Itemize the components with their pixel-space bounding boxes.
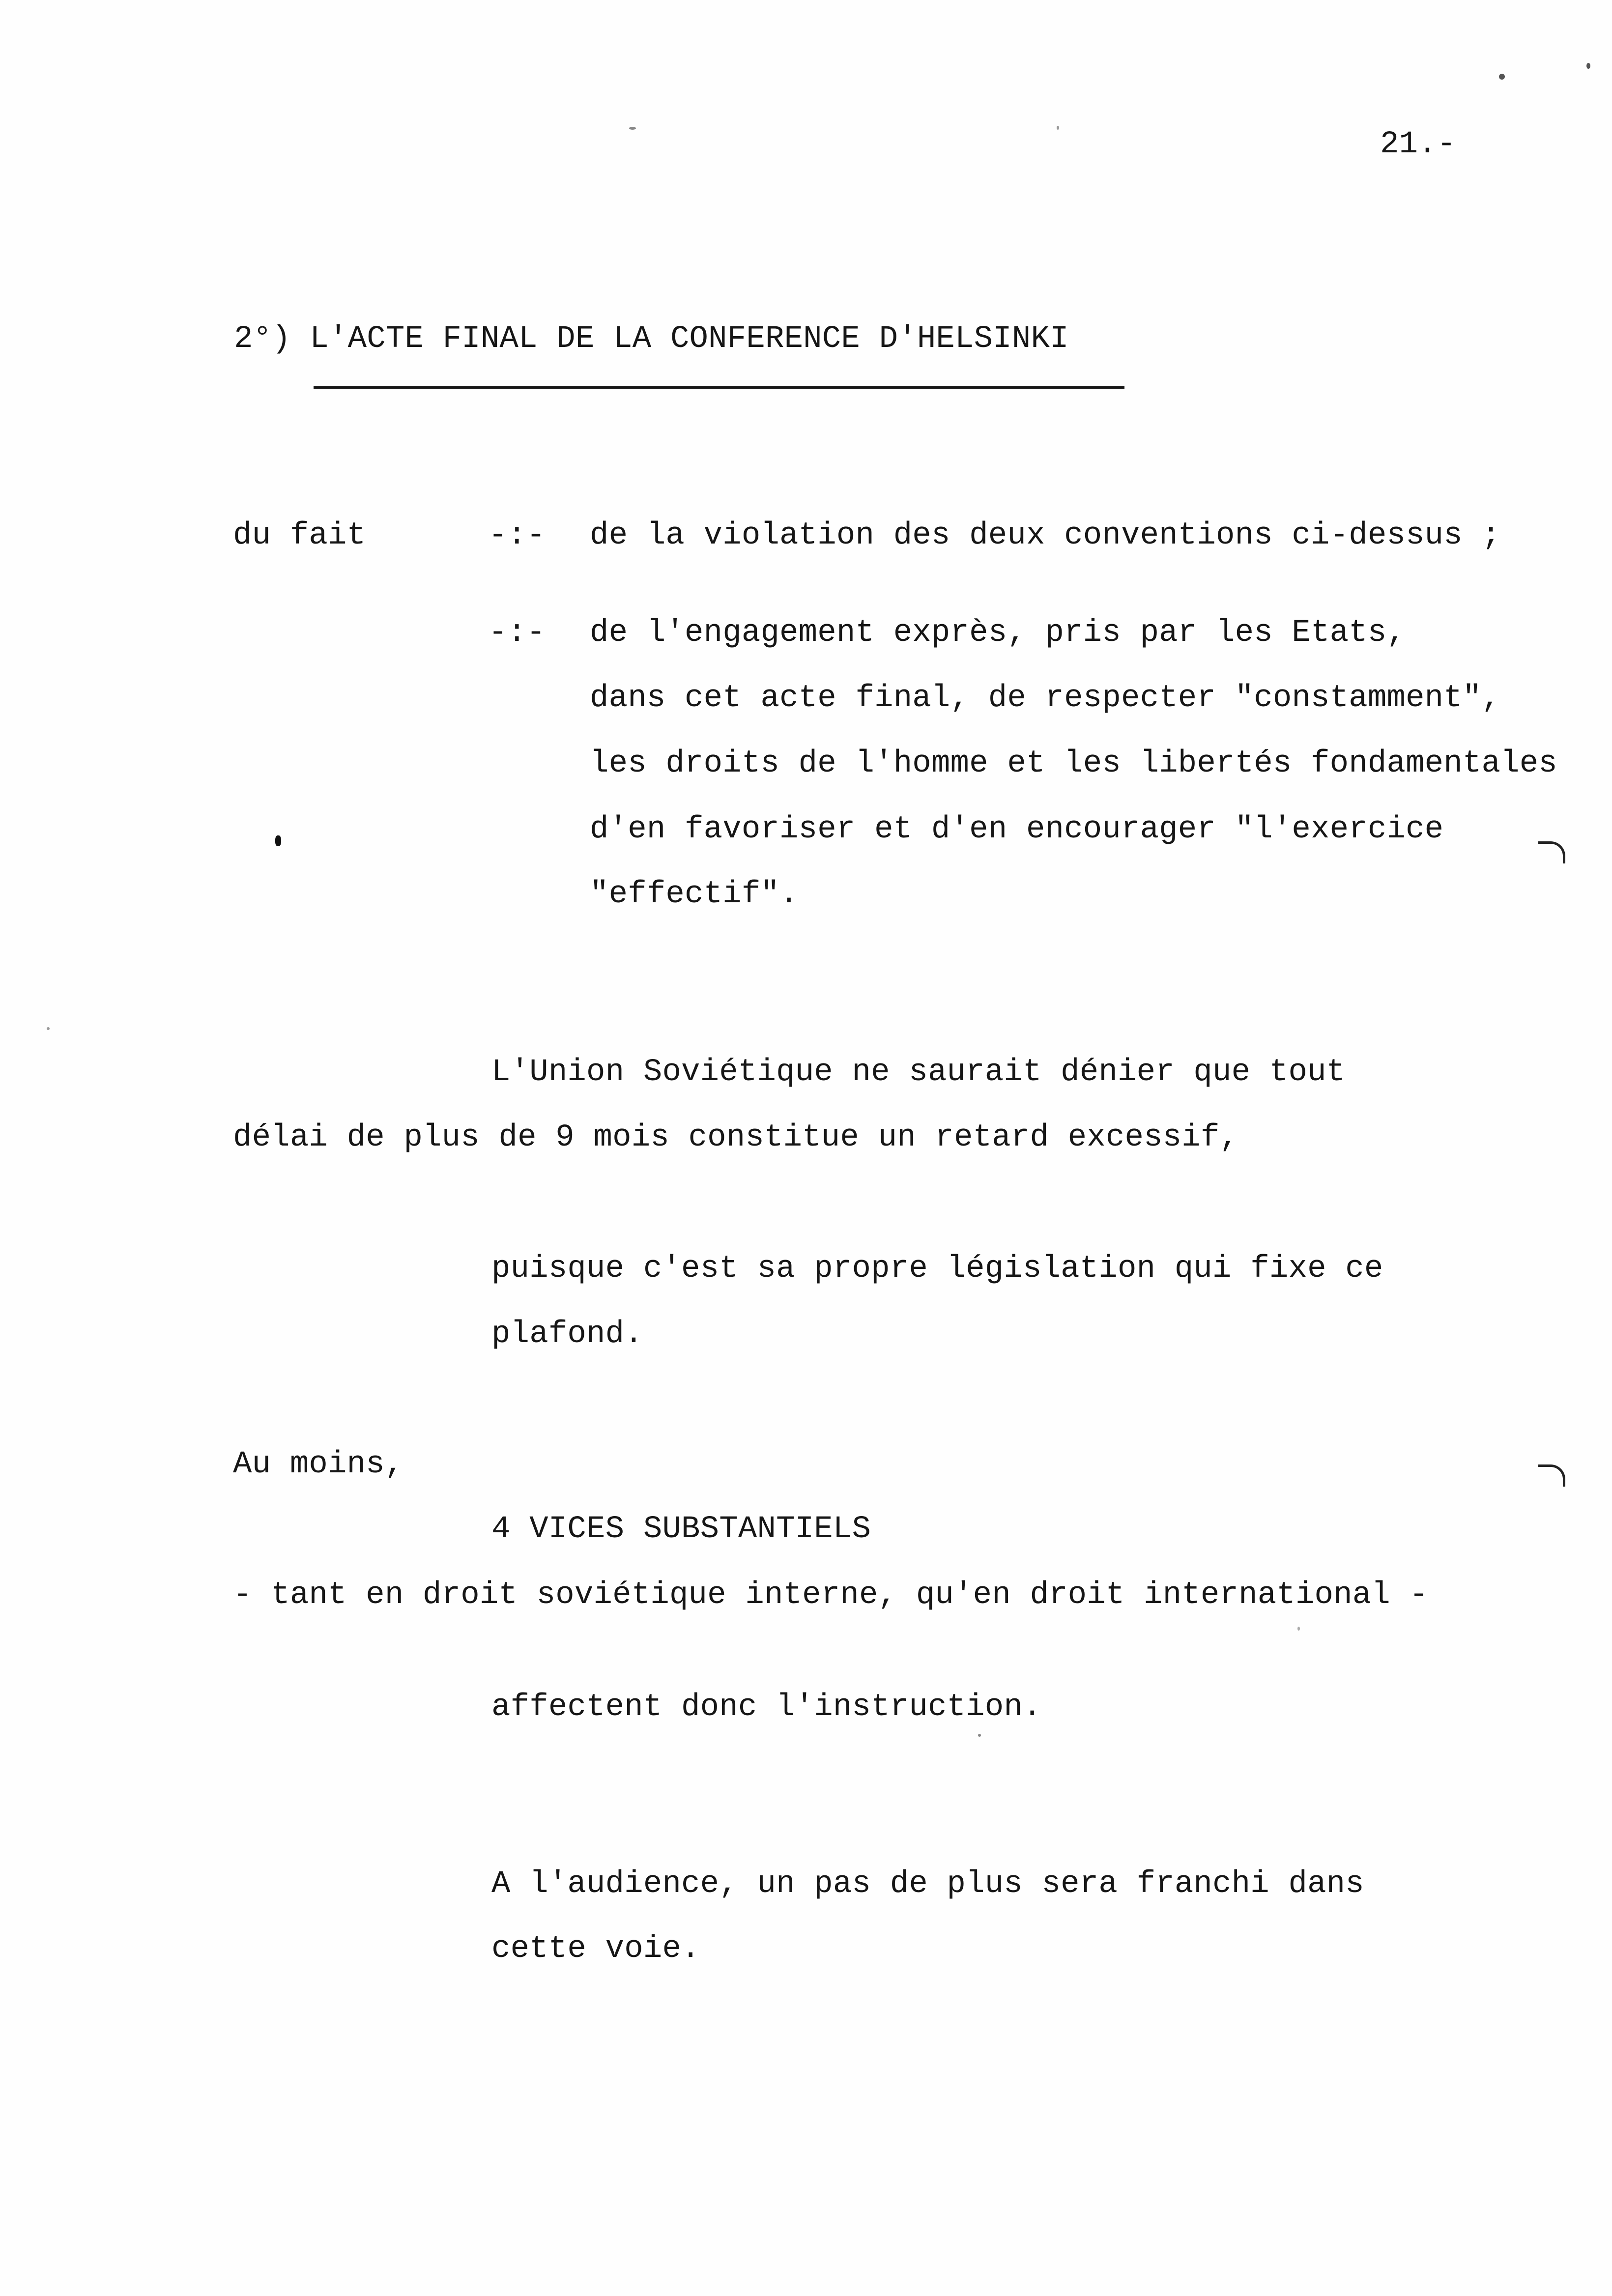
paragraph-line: L'Union Soviétique ne saurait dénier que tout — [491, 1055, 1346, 1090]
scan-speck — [1499, 74, 1505, 80]
list-item-line: dans cet acte final, de respecter "constamment", — [590, 681, 1501, 716]
vices-intro: Au moins, — [233, 1447, 404, 1482]
list-marker: -:- — [489, 518, 546, 553]
page-number: 21.- — [1380, 127, 1456, 162]
scan-speck — [47, 1027, 50, 1030]
list-item-line: les droits de l'homme et les libertés fondamentales — [590, 746, 1557, 781]
section-heading: 2°) L'ACTE FINAL DE LA CONFERENCE D'HELSINKI — [234, 321, 1069, 357]
scan-speck — [1586, 63, 1590, 69]
scan-speck — [978, 1734, 981, 1737]
vices-title: 4 VICES SUBSTANTIELS — [491, 1512, 871, 1547]
paragraph-line: A l'audience, un pas de plus sera franchi dans — [491, 1866, 1364, 1902]
scan-speck — [275, 835, 281, 846]
paragraph-line: cette voie. — [491, 1931, 700, 1967]
vices-conclusion: affectent donc l'instruction. — [491, 1690, 1042, 1725]
scan-bracket-mark — [1538, 1464, 1565, 1487]
list-item-line: "effectif". — [590, 877, 799, 912]
list-item-text: de la violation des deux conventions ci-dessus ; — [590, 518, 1501, 553]
paragraph-line: délai de plus de 9 mois constitue un retard excessif, — [233, 1120, 1239, 1155]
scan-speck — [1297, 1627, 1300, 1631]
heading-underline — [314, 386, 1124, 389]
du-fait-label: du fait — [233, 518, 366, 553]
scan-bracket-mark — [1538, 841, 1565, 863]
list-item-line: de l'engagement exprès, pris par les Etats, — [590, 615, 1406, 651]
scan-speck — [1057, 126, 1059, 130]
list-item-line: d'en favoriser et d'en encourager "l'exercice — [590, 812, 1444, 847]
paragraph-line: puisque c'est sa propre législation qui fixe ce — [491, 1251, 1383, 1287]
vices-qualifier: - tant en droit soviétique interne, qu'en droit international - — [233, 1578, 1429, 1613]
scan-speck — [629, 127, 636, 130]
list-marker: -:- — [489, 615, 546, 651]
paragraph-line: plafond. — [491, 1317, 643, 1352]
